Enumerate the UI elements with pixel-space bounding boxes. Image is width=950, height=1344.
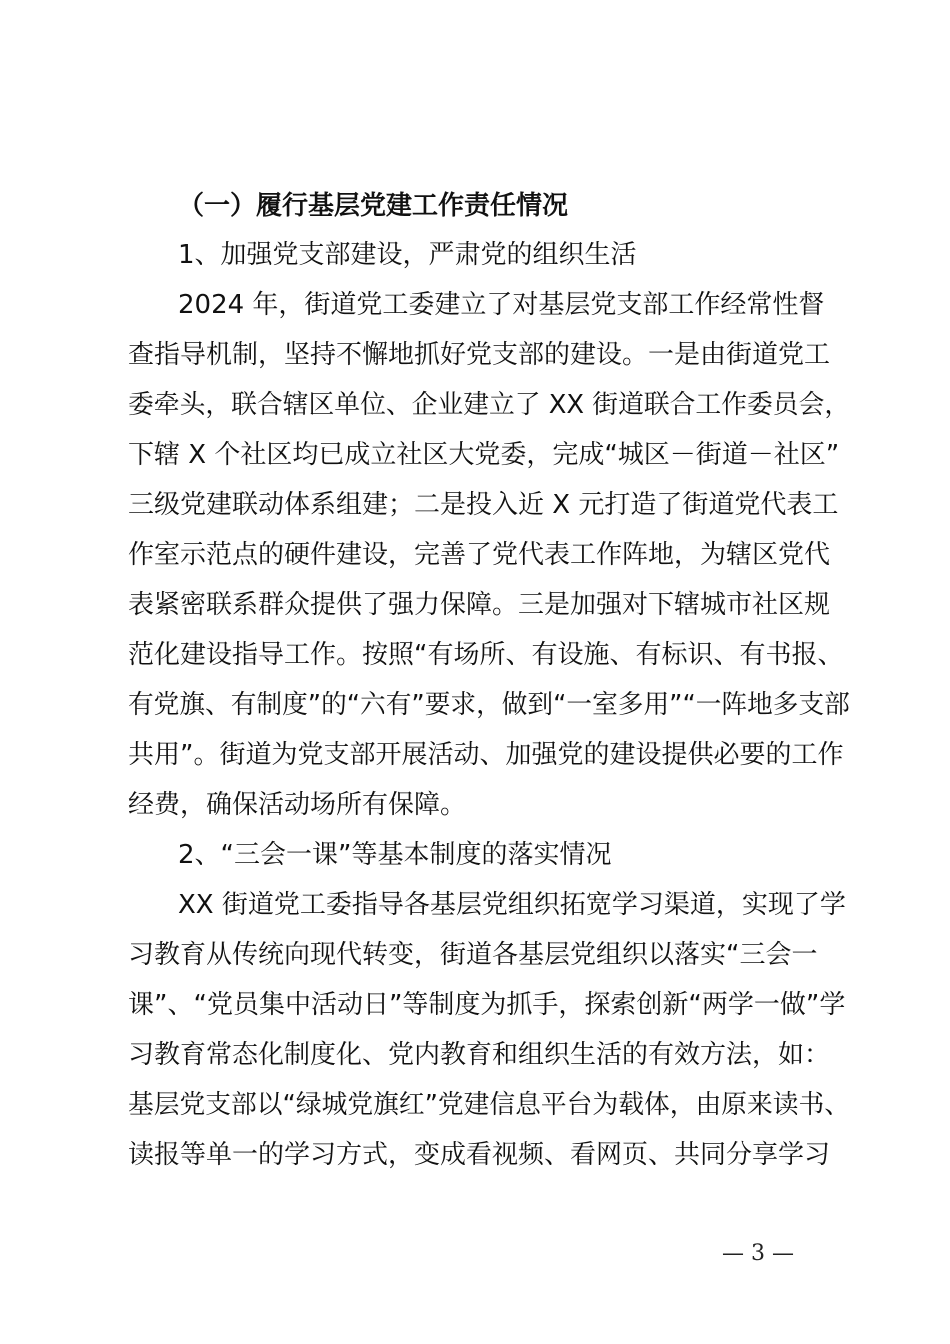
paragraph-line: 基层党支部以“绿城党旗红”党建信息平台为载体，由原来读书、 — [128, 1090, 850, 1120]
paragraph-line: 共用”。街道为党支部开展活动、加强党的建设提供必要的工作 — [128, 740, 844, 770]
section-heading: （一）履行基层党建工作责任情况 — [178, 191, 569, 221]
paragraph-line: 有党旗、有制度”的“六有”要求，做到“一室多用”“一阵地多支部 — [128, 690, 850, 720]
paragraph-line: 表紧密联系群众提供了强力保障。三是加强对下辖城市社区规 — [128, 590, 831, 620]
page-number: — 3 — — [722, 1241, 794, 1266]
paragraph-line: 习教育从传统向现代转变，街道各基层党组织以落实“三会一 — [128, 940, 818, 970]
paragraph-line: 作室示范点的硬件建设，完善了党代表工作阵地，为辖区党代 — [128, 540, 831, 570]
paragraph-line: 2024 年，街道党工委建立了对基层党支部工作经常性督 — [178, 290, 825, 320]
paragraph-line: 委牵头，联合辖区单位、企业建立了 XX 街道联合工作委员会， — [128, 390, 851, 420]
paragraph-line: 三级党建联动体系组建；二是投入近 X 元打造了街道党代表工 — [128, 490, 839, 520]
item1-title: 1、加强党支部建设，严肃党的组织生活 — [178, 240, 637, 270]
paragraph-line: 范化建设指导工作。按照“有场所、有设施、有标识、有书报、 — [128, 640, 844, 670]
paragraph-line: 读报等单一的学习方式，变成看视频、看网页、共同分享学习 — [128, 1140, 831, 1170]
paragraph-line: 课”、“党员集中活动日”等制度为抓手，探索创新“两学一做”学 — [128, 990, 846, 1020]
paragraph-line: 习教育常态化制度化、党内教育和组织生活的有效方法，如： — [128, 1040, 831, 1070]
paragraph-line: 查指导机制，坚持不懈地抓好党支部的建设。一是由街道党工 — [128, 340, 831, 370]
paragraph-line: 经费，确保活动场所有保障。 — [128, 790, 467, 820]
paragraph-line: XX 街道党工委指导各基层党组织拓宽学习渠道，实现了学 — [178, 890, 846, 920]
paragraph-line: 下辖 X 个社区均已成立社区大党委，完成“城区－街道－社区” — [128, 440, 840, 470]
item2-title: 2、“三会一课”等基本制度的落实情况 — [178, 840, 612, 870]
